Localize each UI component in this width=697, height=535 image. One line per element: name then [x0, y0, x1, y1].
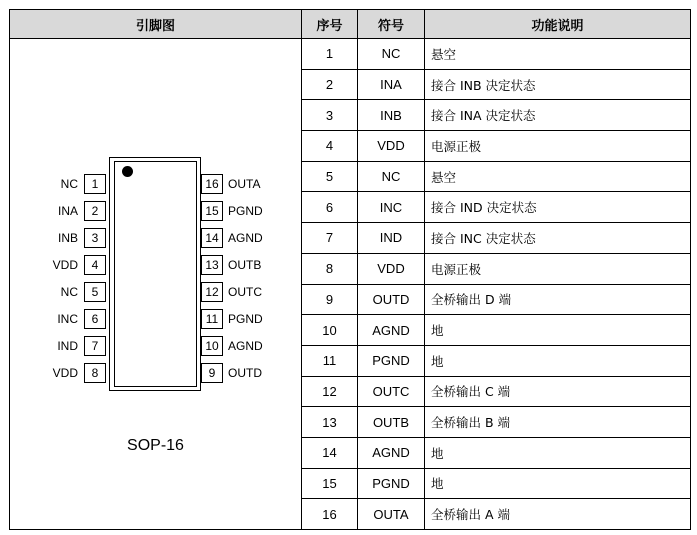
- package-name: SOP-16: [127, 437, 184, 454]
- pin-number-box-left: 5: [84, 282, 106, 302]
- pin-index: 8: [302, 253, 358, 284]
- header-symbol: 符号: [358, 10, 425, 39]
- pin-label-left: VDD: [52, 366, 78, 380]
- pin-symbol: VDD: [358, 253, 425, 284]
- pin-index: 12: [302, 376, 358, 407]
- header-row: [10, 10, 691, 39]
- pin-description: 悬空: [425, 39, 691, 70]
- pin-description: 全桥输出 C 端: [425, 376, 691, 407]
- pin-description: 全桥输出 D 端: [425, 284, 691, 315]
- pin-description: 地: [425, 468, 691, 499]
- pin-number-box-left: 8: [84, 363, 106, 383]
- pin-symbol: OUTA: [358, 499, 425, 530]
- pin-symbol: OUTB: [358, 407, 425, 438]
- pin-label-right: AGND: [228, 339, 263, 353]
- pin-label-right: OUTC: [228, 285, 262, 299]
- pin-symbol: NC: [358, 161, 425, 192]
- pin-description: 地: [425, 437, 691, 468]
- pin-number-box-right: 12: [201, 282, 223, 302]
- pin-number-box-left: 3: [84, 228, 106, 248]
- pin-description: 全桥输出 B 端: [425, 407, 691, 438]
- ic-package-inner-outline: [114, 161, 197, 387]
- pin-diagram: [10, 39, 301, 529]
- pin-index: 11: [302, 345, 358, 376]
- pin-description: 接合 INC 决定状态: [425, 223, 691, 254]
- pin-index: 14: [302, 437, 358, 468]
- pin-number-box-left: 2: [84, 201, 106, 221]
- pin-label-right: PGND: [228, 312, 263, 326]
- pin-number-box-right: 11: [201, 309, 223, 329]
- pin-number-box-right: 15: [201, 201, 223, 221]
- pin-index: 16: [302, 499, 358, 530]
- pin-number-box-right: 9: [201, 363, 223, 383]
- pin-index: 13: [302, 407, 358, 438]
- pin-number-box-left: 4: [84, 255, 106, 275]
- pin-description: 电源正极: [425, 131, 691, 162]
- pin-description: 接合 IND 决定状态: [425, 192, 691, 223]
- pin-label-left: INA: [57, 204, 78, 218]
- pin-symbol: INA: [358, 69, 425, 100]
- pin-number-box-right: 14: [201, 228, 223, 248]
- pin-number-box-left: 7: [84, 336, 106, 356]
- pin-description: 接合 INA 决定状态: [425, 100, 691, 131]
- pin-index: 15: [302, 468, 358, 499]
- pin-description: 悬空: [425, 161, 691, 192]
- pin-label-right: OUTB: [228, 258, 262, 272]
- pin-index: 10: [302, 315, 358, 346]
- pin-symbol: OUTC: [358, 376, 425, 407]
- pin-symbol: PGND: [358, 345, 425, 376]
- pin-number-box-left: 6: [84, 309, 106, 329]
- pin-description: 接合 INB 决定状态: [425, 69, 691, 100]
- pin-label-left: IND: [57, 339, 78, 353]
- pin-description: 电源正极: [425, 253, 691, 284]
- pin-index: 6: [302, 192, 358, 223]
- pin-index: 7: [302, 223, 358, 254]
- pin1-marker-icon: [122, 166, 133, 177]
- pin-symbol: AGND: [358, 437, 425, 468]
- pin-diagram-cell: [10, 39, 302, 530]
- pin-symbol: AGND: [358, 315, 425, 346]
- pin-number-box-left: 1: [84, 174, 106, 194]
- pin-index: 2: [302, 69, 358, 100]
- pin-symbol: PGND: [358, 468, 425, 499]
- pin-index: 5: [302, 161, 358, 192]
- pin-symbol: INC: [358, 192, 425, 223]
- pin-description-table: [9, 9, 691, 530]
- pin-index: 3: [302, 100, 358, 131]
- pin-number-box-right: 16: [201, 174, 223, 194]
- pin-number-box-right: 10: [201, 336, 223, 356]
- pin-label-left: NC: [60, 177, 78, 191]
- pin-label-left: INB: [57, 231, 78, 245]
- header-index: 序号: [302, 10, 358, 39]
- table-body: [10, 39, 691, 530]
- pin-symbol: OUTD: [358, 284, 425, 315]
- pin-label-left: VDD: [52, 258, 78, 272]
- pin-label-right: PGND: [228, 204, 263, 218]
- pin-label-left: NC: [60, 285, 78, 299]
- pin-label-right: OUTD: [228, 366, 262, 380]
- pin-description: 地: [425, 345, 691, 376]
- pin-symbol: NC: [358, 39, 425, 70]
- pin-description: 地: [425, 315, 691, 346]
- pin-index: 4: [302, 131, 358, 162]
- pin-symbol: INB: [358, 100, 425, 131]
- pin-index: 9: [302, 284, 358, 315]
- pin-label-right: OUTA: [228, 177, 261, 191]
- pin-label-right: AGND: [228, 231, 263, 245]
- pin-number-box-right: 13: [201, 255, 223, 275]
- pin-label-left: INC: [57, 312, 78, 326]
- pin-symbol: VDD: [358, 131, 425, 162]
- header-diagram: 引脚图: [10, 10, 302, 39]
- pin-index: 1: [302, 39, 358, 70]
- pin-description: 全桥输出 A 端: [425, 499, 691, 530]
- table-row: [10, 39, 691, 70]
- pin-description-table-wrapper: [9, 9, 690, 530]
- pin-symbol: IND: [358, 223, 425, 254]
- header-description: 功能说明: [425, 10, 691, 39]
